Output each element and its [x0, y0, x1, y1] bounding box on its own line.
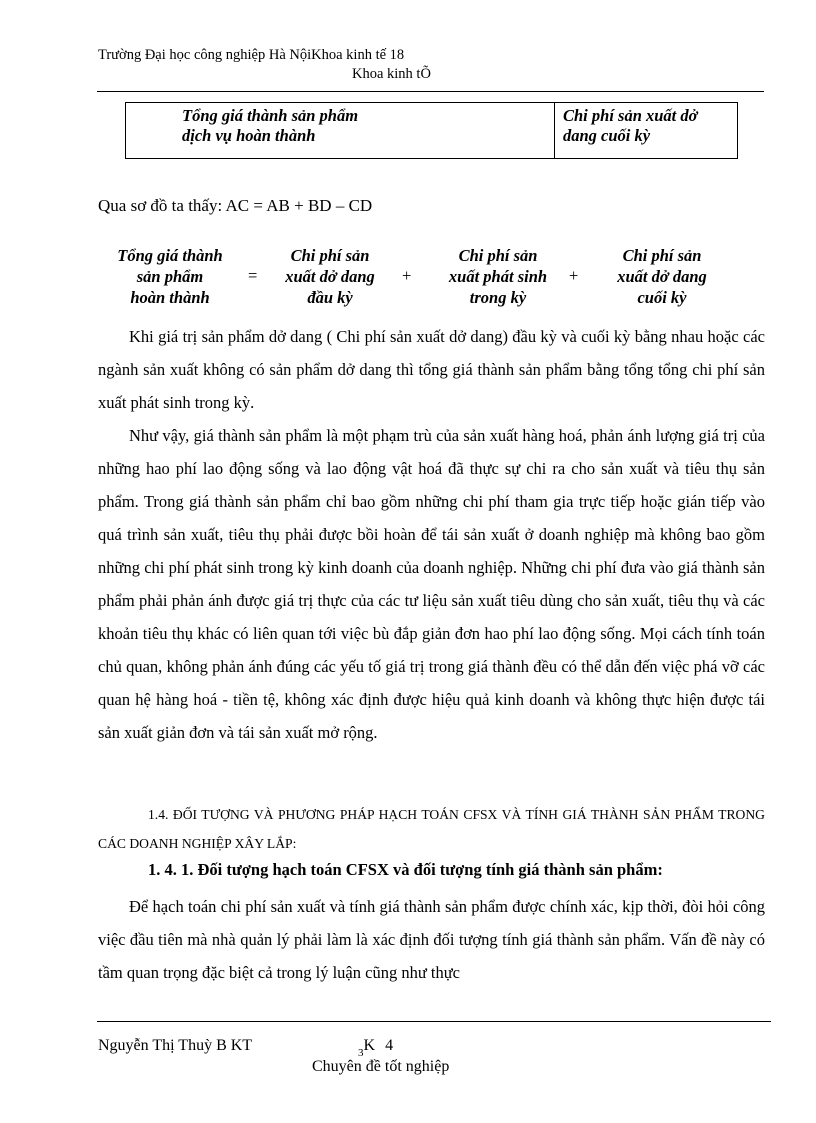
- formula-line: xuất dở dang: [617, 267, 707, 286]
- formula-term-incurred: [428, 245, 568, 308]
- formula-term-wip-start: [260, 245, 400, 308]
- formula-line: xuất phát sinh: [448, 267, 548, 286]
- formula-line: Chi phí sản: [290, 246, 370, 265]
- formula-line: Tổng giá thành: [117, 246, 223, 265]
- paragraph: Để hạch toán chi phí sản xuất và tính giá thành sản phẩm được chính xác, kịp thời, đòi hỏi công việc đầu tiên mà nhà quản lý phải làm là xác định đối tượng tính giá thành sản phẩm. Vấn đề này có tầm quan trọng đặc biệt cả trong lý luận cũng như thực: [98, 897, 765, 982]
- intro-equation: Qua sơ đồ ta thấy: AC = AB + BD – CD: [98, 196, 373, 215]
- formula-line: trong kỳ: [469, 288, 527, 307]
- formula-line: đầu kỳ: [307, 288, 353, 307]
- footer-subtitle: Chuyên đề tốt nghiệp: [312, 1058, 450, 1075]
- formula-line: xuất dở dang: [285, 267, 375, 286]
- formula-plus: +: [402, 266, 412, 285]
- formula-plus: +: [569, 266, 579, 285]
- header-divider: [97, 91, 764, 92]
- formula-line: cuối kỳ: [637, 288, 687, 307]
- summary-table: [125, 102, 738, 159]
- body-text-continued: [98, 890, 765, 989]
- formula-line: hoàn thành: [130, 288, 210, 307]
- formula-line: Chi phí sản: [458, 246, 538, 265]
- formula-line: sản phẩm: [136, 267, 204, 286]
- table-cell-line: Tổng giá thành sản phẩm: [182, 106, 359, 125]
- formula-equals: =: [248, 266, 258, 285]
- formula-term-wip-end: [595, 245, 729, 308]
- footer-author: Nguyễn Thị Thuỳ B KT: [98, 1037, 253, 1054]
- table-cell-total-cost: [182, 106, 358, 146]
- formula-term-total: [97, 245, 243, 308]
- header-school: Trường Đại học công nghiệp Hà NộiKhoa kinh tế 18: [98, 47, 405, 63]
- formula-line: Chi phí sản: [622, 246, 702, 265]
- footer-divider: [97, 1021, 771, 1022]
- table-cell-wip-end: [563, 106, 698, 146]
- header-faculty: Khoa kinh tÕ: [352, 66, 431, 82]
- table-divider: [554, 103, 555, 158]
- paragraph: Như vậy, giá thành sản phẩm là một phạm trù của sản xuất hàng hoá, phản ánh lượng giá trị của những hao phí lao động sống và lao động vật hoá đã thực sự chi ra cho sản xuất và tiêu thụ sản phẩm. Trong giá thành sản phẩm chỉ bao gồm những chi phí tham gia trực tiếp hoặc gián tiếp vào quá trình sản xuất, tiêu thụ phải được bồi hoàn để tái sản xuất ở doanh nghiệp mà không bao gồm những chi phí phát sinh trong kỳ kinh doanh của doanh nghiệp. Những chi phí đưa vào giá thành sản phẩm phải phản ánh được giá trị thực của các tư liệu sản xuất tiêu dùng cho sản xuất, tiêu thụ và các khoản tiêu thụ khác có liên quan tới việc bù đắp giản đơn hao phí lao động sống. Mọi cách tính toán chủ quan, không phản ánh đúng các yếu tố giá trị trong giá thành đều có thể dẫn đến việc phá vỡ các quan hệ hàng hoá - tiền tệ, không xác định được hiệu quả kinh doanh và không thực hiện được tái sản xuất giản đơn và tái sản xuất mở rộng.: [98, 426, 765, 742]
- table-cell-line: Chi phí sản xuất dở: [563, 106, 698, 125]
- footer-class-sub: 3: [358, 1047, 364, 1059]
- subsection-title: 1. 4. 1. Đối tượng hạch toán CFSX và đối tượng tính giá thành sản phẩm:: [148, 860, 663, 879]
- body-text: [98, 320, 765, 749]
- footer-class: [358, 1037, 394, 1059]
- table-cell-line: dịch vụ hoàn thành: [182, 126, 316, 145]
- section-title: 1.4. ĐỐI TƯỢNG VÀ PHƯƠNG PHÁP HẠCH TOÁN CFSX VÀ TÍNH GIÁ THÀNH SẢN PHẨM TRONG CÁC DOANH NGHIỆP XÂY LẮP:: [98, 807, 765, 851]
- paragraph: Khi giá trị sản phẩm dở dang ( Chi phí sản xuất dở dang) đầu kỳ và cuối kỳ bằng nhau hoặc các ngành sản xuất không có sản phẩm dở dang thì tổng giá thành sản phẩm bằng tổng tổng chi phí sản xuất phát sinh trong kỳ.: [98, 327, 765, 412]
- footer-class-num: 4: [385, 1037, 394, 1054]
- table-cell-line: dang cuối kỳ: [563, 126, 651, 145]
- footer-class-main: K: [363, 1037, 376, 1054]
